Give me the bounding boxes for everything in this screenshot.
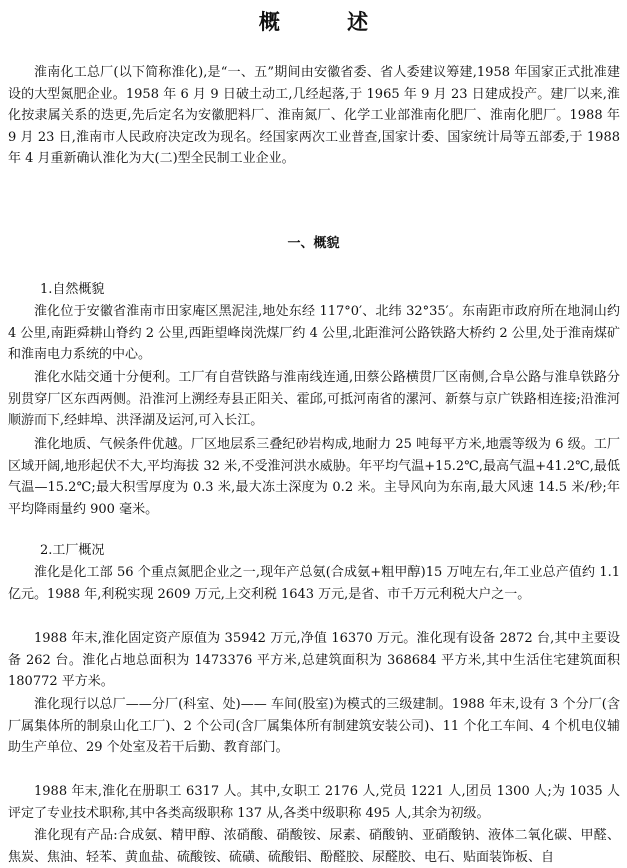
page-title: 概 述 <box>258 10 399 34</box>
factory-paragraph-organization: 淮化现行以总厂——分厂(科室、处)—— 车间(股室)为模式的三级建制。1988 年末,设有 3 个分厂(含厂属集体所的制泉山化工厂)、2 个公司(含厂属集体所有制建筑安装公司)、11 个化工车间、4 个机电仪辅助生产单位、29 个处室及若干后勤、教育部门。 <box>8 697 620 755</box>
section-heading: 一、概貌 <box>287 236 340 251</box>
factory-paragraph-products: 淮化现有产品:合成氨、精甲醇、浓硝酸、硝酸铵、尿素、硝酸钠、亚硝酸钠、液体二氧化碳、甲醛、焦炭、焦油、轻苯、黄血盐、硫酸铵、硫磺、硫酸铝、酚醛胶、尿醛胶、电石、贴面装饰板、自 <box>8 828 620 865</box>
subsection-heading-natural: 1.自然概貌 <box>40 282 105 297</box>
intro-paragraph: 淮南化工总厂(以下简称淮化),是“一、五”期间由安徽省委、省人委建议筹建,1958 年国家正式批准建设的大型氮肥企业。1958 年 6 月 9 日破土动工,几经起落,于 1965 年 9 月 23 日建成投产。建厂以来,淮化按隶属关系的迭更,先后定名为安徽肥料厂、淮南氮厂、化学工业部淮南化肥厂、淮南化肥厂。1988 年 9 月 23 日,淮南市人民政府决定改为现名。经国家两次工业普查,国家计委、国家统计局等五部委,于 1988 年 4 月重新确认淮化为大(二)型全民制工业企业。 <box>8 65 620 166</box>
subsection-heading-factory: 2.工厂概况 <box>40 543 105 558</box>
natural-paragraph-transport: 淮化水陆交通十分便利。工厂有自营铁路与淮南线连通,田蔡公路横贯厂区南侧,合阜公路与淮阜铁路分别贯穿厂区东西两侧。沿淮河上溯经寿县正阳关、霍邱,可抵河南省的漯河、新蔡与京广铁路相连接;沿淮河顺游而下,经蚌埠、洪泽湖及运河,可入长江。 <box>8 370 620 428</box>
factory-paragraph-assets: 1988 年末,淮化固定资产原值为 35942 万元,净值 16370 万元。淮化现有设备 2872 台,其中主要设备 262 台。淮化占地总面积为 1473376 平方米,总建筑面积为 368684 平方米,其中生活住宅建筑面积 180772 平方米。 <box>8 631 620 689</box>
natural-paragraph-location: 淮化位于安徽省淮南市田家庵区黑泥洼,地处东经 117°0′、北纬 32°35′。东南距市政府所在地洞山约 4 公里,南距舜耕山脊约 2 公里,西距望峰岗洗煤厂约 4 公里,北距淮河公路铁路大桥约 2 公里,处于淮南煤矿和淮南电力系统的中心。 <box>8 304 620 362</box>
factory-paragraph-output: 淮化是化工部 56 个重点氮肥企业之一,现年产总氨(合成氨+粗甲醇)15 万吨左右,年工业总产值约 1.1 亿元。1988 年,利税实现 2609 万元,上交利税 1643 万元,是省、市千万元利税大户之一。 <box>8 565 620 602</box>
factory-paragraph-staff: 1988 年末,淮化在册职工 6317 人。其中,女职工 2176 人,党员 1221 人,团员 1300 人;为 1035 人评定了专业技术职称,其中各类高级职称 137 从,各类中级职称 495 人,其余为初级。 <box>8 784 620 821</box>
natural-paragraph-climate: 淮化地质、气候条件优越。厂区地层系三叠纪砂岩构成,地耐力 25 吨每平方米,地震等级为 6 级。工厂区域开阔,地形起伏不大,平均海拔 32 米,不受淮河洪水威胁。年平均气温+15.2℃,最高气温+41.2℃,最低气温—15.2℃;最大积雪厚度为 0.3 米,最大冻土深度为 0.2 米。主导风向为东南,最大风速 14.5 米/秒;年平均降雨量约 900 毫米。 <box>8 437 620 517</box>
